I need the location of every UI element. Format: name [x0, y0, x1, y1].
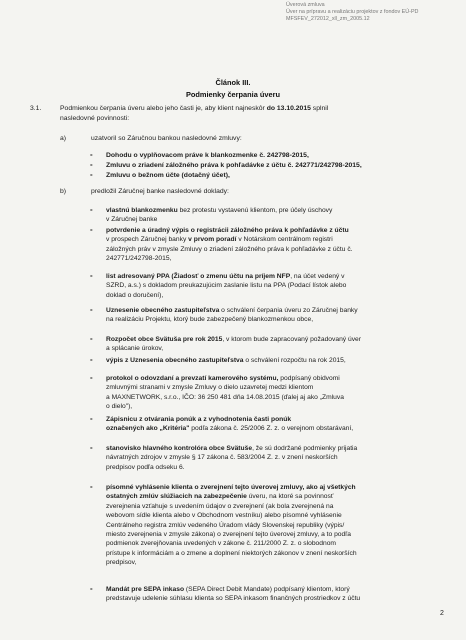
bullet-dash: -	[90, 584, 93, 593]
bullet-line: zverejnenia vzťahuje s uvedením údajov o zverejnení (ak bola zverejnená na	[106, 502, 334, 510]
bullet-line: označených ako „Kritéria" podľa zákona č. 25/2006 Z. z. o verejnom obstarávaní,	[106, 425, 354, 433]
bullet-line: Centrálneho registra zmlúv vedeného Úradom vlády Slovenskej republiky (výpis/	[106, 521, 345, 529]
bullet-line: list adresovaný PPA (Žiadosť o zmenu účtu na príjem NFP, na účet vedený v	[106, 273, 345, 280]
item-b-bullet-7	[106, 374, 406, 412]
bullet-line: protokol o odovzdaní a prevzatí kamerového systému, podpísaný obidvomi	[106, 375, 340, 382]
bullet-line: potvrdenie a úradný výpis o registrácii záložného práva k pohľadávke z účtu	[106, 227, 349, 234]
bullet-line: podmienok zverejňovania uvedených v zákone č. 211/2000 Z. z. o slobodnom	[106, 540, 336, 548]
bullet-line: Zápisnicu z otvárania ponúk a z vyhodnotenia časti ponúk	[106, 416, 292, 423]
bullet-dash: -	[90, 373, 93, 382]
bullet-dash: -	[90, 334, 93, 343]
bullet-dash: -	[90, 482, 93, 491]
item-b-bullet-5	[106, 335, 406, 354]
bullet-line: na realizáciu Projektu, ktorý bude zabezpečený blankozmenkou obce,	[106, 316, 314, 324]
bullet-line: miesto zverejnenia v zmysle zákona) o zverejnení tejto úverovej zmluvy, a to podľa	[106, 531, 351, 539]
item-a-letter: a)	[60, 135, 67, 142]
section-intro-line2: nasledovné povinnosti:	[60, 115, 130, 122]
bullet-line: stanovisko hlavného kontrolóra obce Svätuše, že sú dodržané podmienky prijatia	[106, 445, 358, 452]
bullet-line: Mandát pre SEPA inkaso (SEPA Direct Debit Mandate) podpísaný klientom, ktorý	[106, 586, 350, 593]
section-intro	[60, 104, 328, 113]
bullet-line: v prospech Záručnej banky v prvom poradí v Notárskom centrálnom registri	[106, 236, 333, 244]
item-b-bullet-9	[106, 444, 406, 472]
page-number: 2	[440, 610, 444, 617]
bullet-line: ostatných zmlúv slúžiacich na zabezpečenie úveru, na ktoré sa povinnosť	[106, 493, 334, 501]
item-b-bullet-10	[106, 483, 406, 568]
bullet-line: predstavuje udelenie súhlasu klienta so SEPA inkasom finančných prostriedkov z účtu	[106, 595, 361, 603]
bullet-dash: -	[90, 271, 93, 280]
bullet-dash: -	[90, 225, 93, 234]
bullet-line: predpisov podľa odseku 6.	[106, 463, 185, 471]
bullet-line: záložných práv v zmysle Zmluvy o zriadení záložného práva k pohľadávke z účtu č.	[106, 245, 353, 253]
item-b-bullet-6	[106, 356, 406, 365]
bullet-line: SZRD, a.s.) s dokladom preukazujúcim zaslanie listu na PPA (Podací lístok alebo	[106, 282, 347, 290]
bullet-line: doklad o doručení),	[106, 291, 164, 299]
item-a-bullet-3: Zmluvu o bežnom účte (dotačný účet),	[106, 172, 230, 179]
document-header	[286, 2, 462, 23]
bullet-line: a splácanie úrokov,	[106, 345, 164, 353]
bullet-dash: -	[90, 305, 93, 314]
section-intro-post: splnil	[310, 105, 329, 112]
header-line-1: Úverová zmluva	[286, 2, 325, 8]
bullet-dash: -	[90, 205, 93, 214]
bullet-line: zmluvnými stranami v zmysle Zmluvy o dielo uzavretej medzi klientom	[106, 384, 314, 392]
item-b-bullet-8	[106, 415, 406, 434]
bullet-line: Uznesenie obecného zastupiteľstva o schválení čerpania úveru zo Záručnej banky	[106, 307, 358, 314]
article-number: Článok III.	[215, 78, 251, 87]
bullet-line: výpis z Uznesenia obecného zastupiteľstva o schválení rozpočtu na rok 2015,	[106, 357, 346, 364]
bullet-line: vlastnú blankozmenku bez protestu vystavenú klientom, pre účely úschovy	[106, 207, 333, 214]
bullet-line: 242771/242798-2015,	[106, 255, 172, 263]
bullet-line: návratných zdrojov v zmysle § 17 zákona č. 583/2004 Z. z. v znení neskorších	[106, 454, 338, 462]
bullet-line: v Záručnej banke	[106, 216, 158, 224]
bullet-dash: -	[90, 414, 93, 423]
bullet-line: webovom sídle klienta alebo v Obchodnom vestníku) alebo písomné vyhlásenie	[106, 512, 342, 520]
item-b-bullet-2	[106, 226, 406, 264]
item-b-bullet-1	[106, 206, 406, 225]
bullet-dash: -	[90, 160, 93, 169]
bullet-line: o dielo"),	[106, 403, 133, 411]
item-b-bullet-3	[106, 272, 406, 300]
bullet-line: prístupe k informáciám a o zmene a doplnení niektorých zákonov v znení neskorších	[106, 549, 357, 557]
item-b-bullet-11	[106, 585, 406, 604]
bullet-dash: -	[90, 150, 93, 159]
article-title: Podmienky čerpania úveru	[185, 90, 281, 99]
header-line-3: MFSFEV_272012_xll_zm_2005.12	[286, 16, 370, 22]
bullet-line: Rozpočet obce Svätuša pre rok 2015, v ktorom bude zapracovaný požadovaný úver	[106, 336, 362, 343]
bullet-dash: -	[90, 355, 93, 364]
item-a-text: uzatvoril so Záručnou bankou nasledovné zmluvy:	[91, 135, 242, 142]
item-b-text: predložil Záručnej banke nasledovné doklady:	[91, 188, 229, 195]
bullet-dash: -	[90, 170, 93, 179]
bullet-line: písomné vyhlásenie klienta o zverejnení tejto úverovej zmluvy, ako aj všetkých	[106, 484, 356, 491]
item-a-bullet-2: Zmluvu o zriadení záložného práva k pohľadávke z účtu č. 242771/242798-2015,	[106, 162, 362, 169]
bullet-dash: -	[90, 443, 93, 452]
section-intro-date: do 13.10.2015	[266, 105, 311, 112]
section-intro-pre: Podmienkou čerpania úveru alebo jeho časti je, aby klient najneskôr	[60, 105, 267, 112]
section-number: 3.1.	[30, 105, 42, 112]
bullet-line: a MAXNETWORK, s.r.o., IČO: 36 250 481 dňa 14.08.2015 (ďalej aj ako „Zmluva	[106, 393, 344, 401]
item-a-bullet-1: Dohodu o vyplňovacom práve k blankozmenke č. 242798-2015,	[106, 152, 309, 159]
item-b-letter: b)	[60, 188, 67, 195]
bullet-line: predpisov,	[106, 559, 137, 567]
header-line-2: Úver na prípravu a realizáciu projektov z fondov EÚ-PD	[286, 9, 419, 15]
item-b-bullet-4	[106, 306, 406, 325]
